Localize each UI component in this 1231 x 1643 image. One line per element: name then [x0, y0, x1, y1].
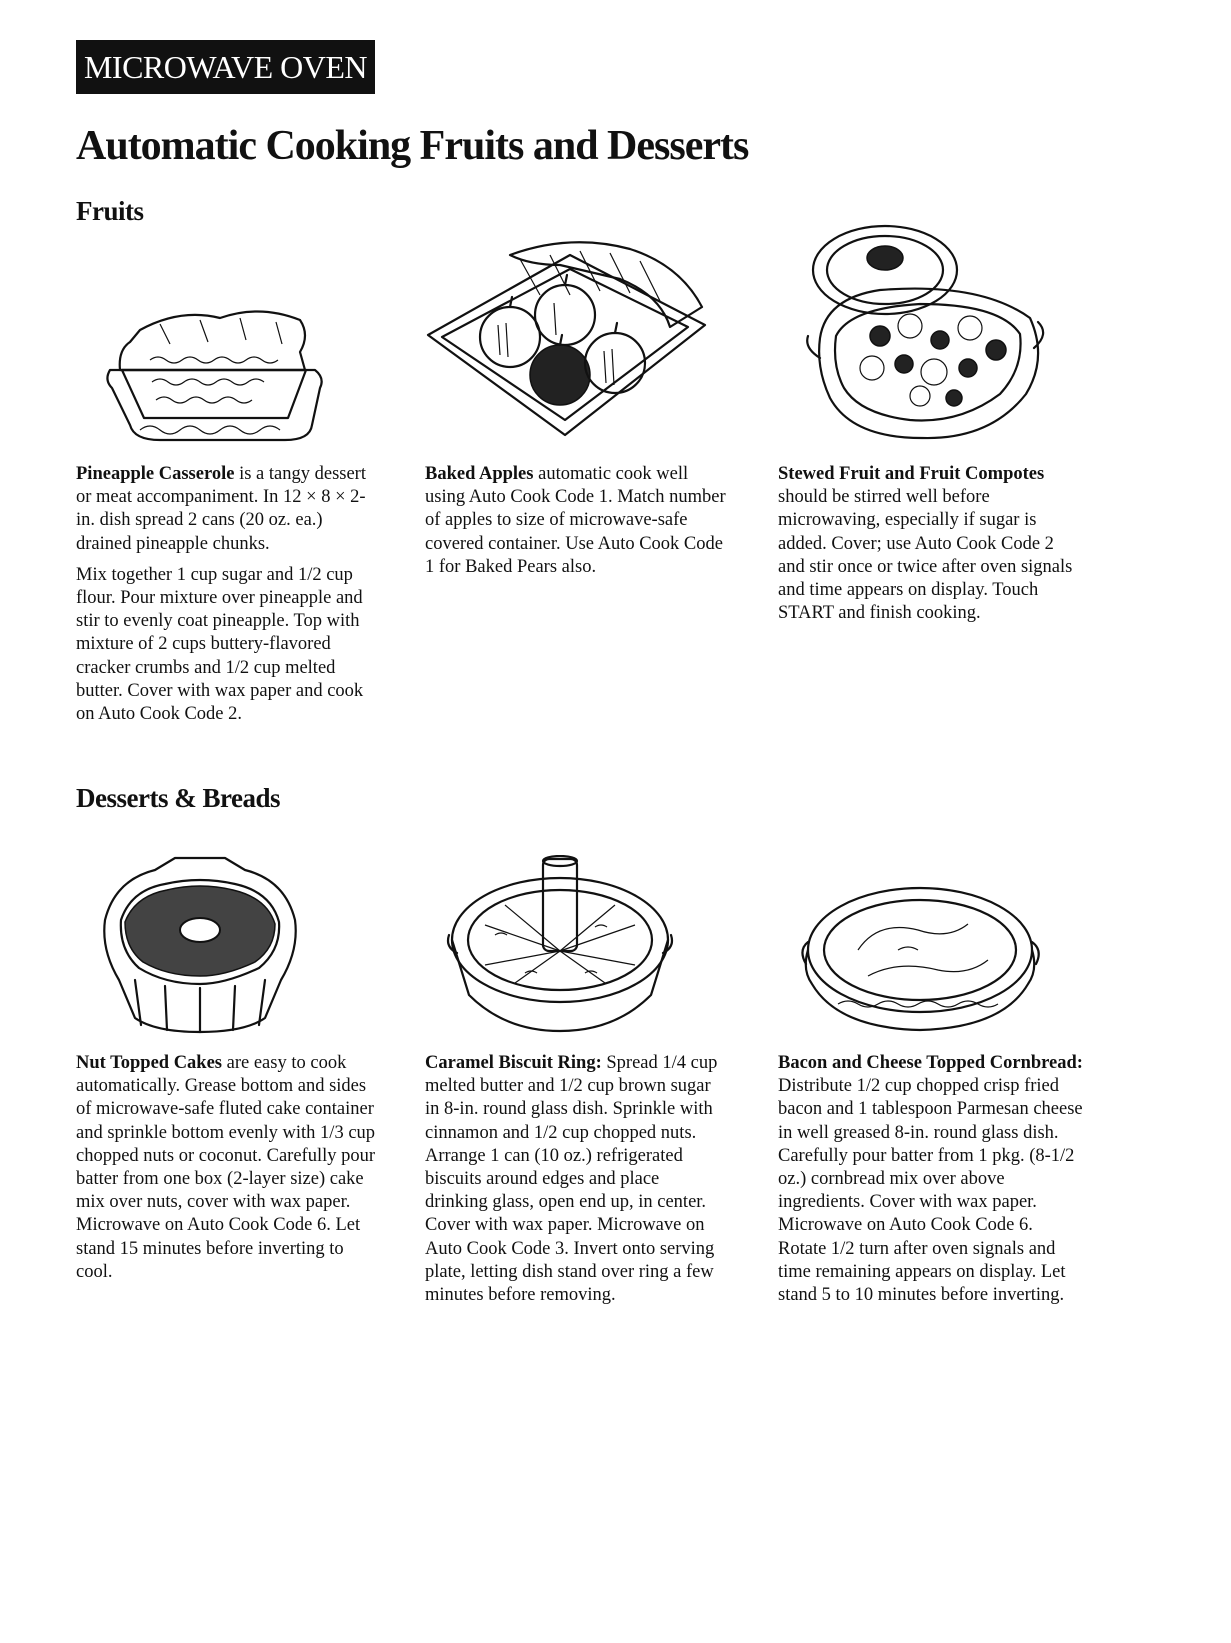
recipe-text: Mix together 1 cup sugar and 1/2 cup flour. Pour mixture over pineapple and stir to evenly coat pineapple. Top with mixture of 2 cups buttery-flavored cracker crumbs and 1/2 cup melted butter. Cover with wax paper and cook on Auto Cook Code 2. — [76, 564, 364, 725]
caramel-biscuit-ring-text — [425, 1052, 725, 1315]
cornbread-text — [778, 1052, 1083, 1315]
recipe-heading: Nut Topped Cakes — [76, 1053, 223, 1073]
page-title: Automatic Cooking Fruits and Desserts — [76, 123, 749, 169]
recipe-heading: Bacon and Cheese Topped Cornbread: — [778, 1053, 1083, 1073]
recipe-text: are easy to cook automatically. Grease bottom and sides of microwave-safe fluted cake container and sprinkle bottom evenly with 1/3 cup chopped nuts or coconut. Carefully pour batter from one box (2-layer size) cake mix over nuts, cover with wax paper. Microwave on Auto Cook Code 6. Let stand 15 minutes before inverting to cool. — [76, 1053, 376, 1282]
recipe-heading: Stewed Fruit and Fruit Compotes — [778, 464, 1045, 484]
recipe-text: Distribute 1/2 cup chopped crisp fried bacon and 1 tablespoon Parmesan cheese in well greased 8-in. round glass dish. Carefully pour batter from 1 pkg. (8-1/2 oz.) cornbread mix over above ingredients. Cover with wax paper. Microwave on Auto Cook Code 6. Rotate 1/2 turn after oven signals and time remaining appears on display. Let stand 5 to 10 minutes before inverting. — [778, 1076, 1083, 1306]
recipe-heading: Caramel Biscuit Ring: — [425, 1053, 602, 1073]
recipe-text: automatic cook well using Auto Cook Code 1. Match number of apples to size of microwave-safe covered container. Use Auto Cook Code 1 for Baked Pears also. — [425, 464, 726, 577]
stewed-fruit-text — [778, 463, 1083, 633]
baked-apples-illustration — [420, 235, 710, 450]
fluted-cake-illustration — [95, 850, 305, 1035]
section-heading-desserts: Desserts & Breads — [76, 783, 280, 813]
stewed-fruit-bowl-illustration — [800, 218, 1050, 450]
banner-microwave-oven: MICROWAVE OVEN — [76, 40, 375, 94]
nut-topped-cakes-text — [76, 1052, 381, 1292]
recipe-heading: Pineapple Casserole — [76, 464, 235, 484]
recipe-heading: Baked Apples — [425, 464, 534, 484]
pineapple-casserole-text — [76, 463, 376, 734]
cornbread-dish-illustration — [798, 880, 1043, 1035]
recipe-text: Spread 1/4 cup melted butter and 1/2 cup brown sugar in 8-in. round glass dish. Sprinkle with cinnamon and 1/2 cup chopped nuts. Arrange 1 can (10 oz.) refrigerated biscuits around edges and place drinking glass, open end up, in center. Cover with wax paper. Microwave on Auto Cook Code 3. Invert onto serving plate, letting dish stand over ring a few minutes before removing. — [425, 1053, 718, 1306]
biscuit-ring-illustration — [445, 855, 675, 1035]
baked-apples-text — [425, 463, 730, 587]
recipe-text: should be stirred well before microwaving, especially if sugar is added. Cover; use Auto Cook Code 2 and stir once or twice after oven signals and time appears on display. Touch START and finish cooking. — [778, 487, 1073, 624]
section-heading-fruits: Fruits — [76, 196, 144, 226]
recipe-text: is a tangy dessert or meat accompaniment. In 12 × 8 × 2-in. dish spread 2 cans (20 oz. ea.) drained pineapple chunks. — [76, 464, 366, 554]
casserole-dish-illustration — [100, 300, 325, 450]
